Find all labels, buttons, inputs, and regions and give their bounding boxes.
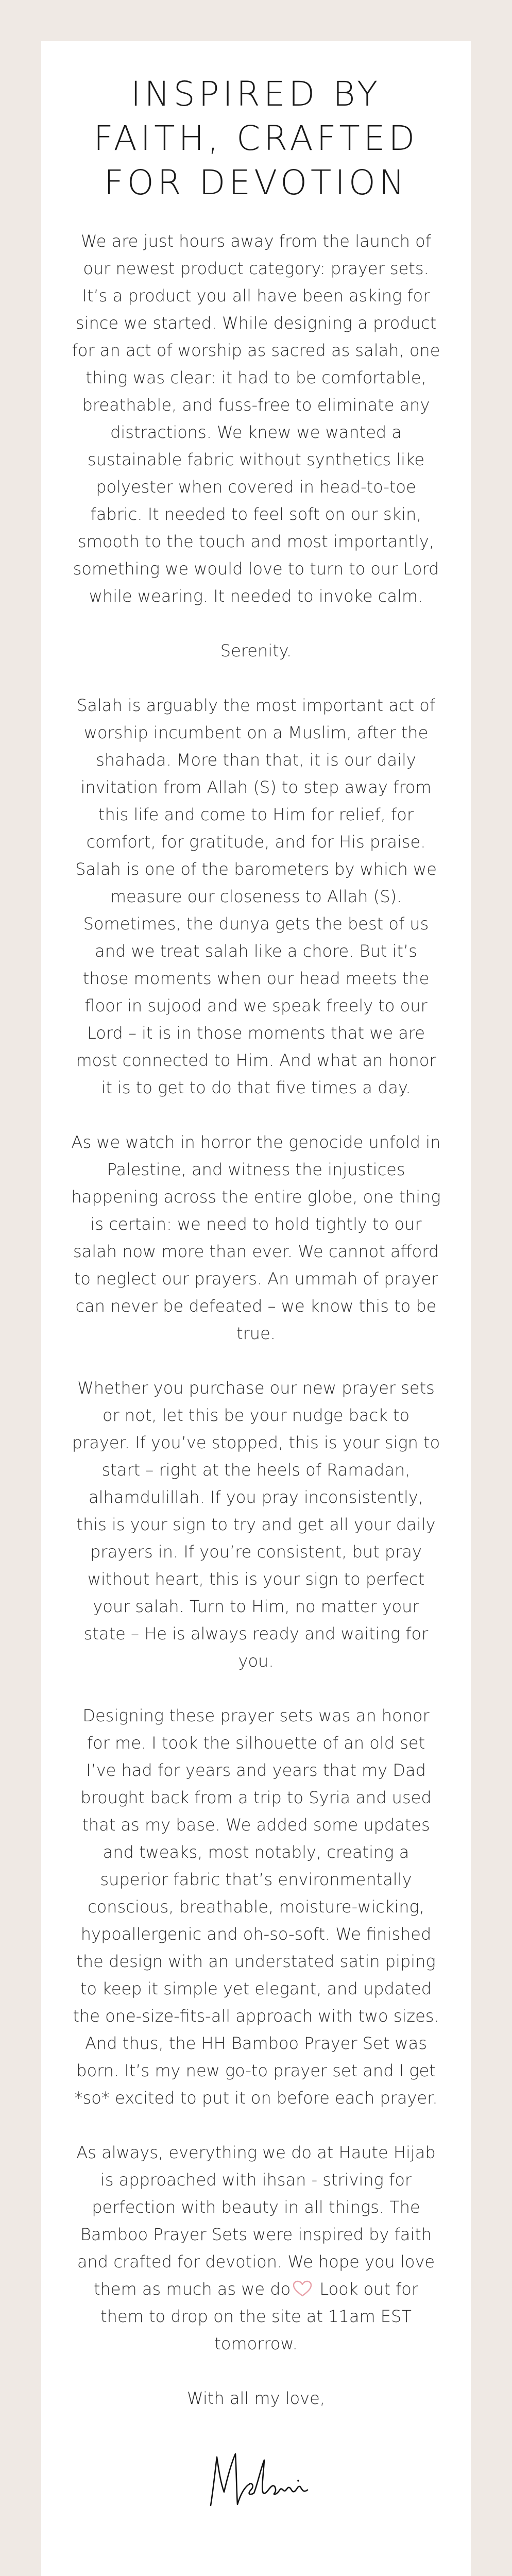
newsletter-card <box>41 41 471 2576</box>
closing-text-after-heart: Look out for them to drop on the site at 11am EST tomorrow. <box>100 2279 419 2353</box>
signature-image <box>199 2439 313 2517</box>
paragraph-closing <box>71 2139 441 2358</box>
closing-text-before-heart: As always, everything we do at Haute Hijab is approached with ihsan - striving for perfection with beauty in all things. The Bamboo Prayer Sets were inspired by faith and crafted for devotion. We hope you love them as much as we do <box>76 2143 436 2299</box>
paragraph-palestine: As we watch in horror the genocide unfold in Palestine, and witness the injustices happening across the entire globe, one thing is certain: we need to hold tightly to our salah now more than ever. We cannot afford to neglect our prayers. An ummah of prayer can never be defeated – we know this to be true. <box>71 1132 441 1343</box>
letter-body <box>71 228 441 2412</box>
paragraph-serenity: Serenity. <box>220 641 292 660</box>
paragraph-design: Designing these prayer sets was an honor for me. I took the silhouette of an old set I’ve had for years and years that my Dad brought back from a trip to Syria and used that as my base. We added some updates and tweaks, most notably, creating a superior fabric that’s environmentally conscious, breathable, moisture-wicking, hypoallergenic and oh-so-soft. We finished the design with an understated satin piping to keep it simple yet elegant, and updated the one-size-fits-all approach with two sizes. And thus, the HH Bamboo Prayer Set was born. It’s my new go-to prayer set and I get *so* excited to put it on before each prayer. <box>73 1706 439 2108</box>
heart-icon <box>293 2280 312 2297</box>
paragraph-salah: Salah is arguably the most important act of worship incumbent on a Muslim, after the shahada. More than that, it is our daily invitation from Allah (S) to step away from this life and come to Him for relief, for comfort, for gratitude, and for His praise. Salah is one of the barometers by which we measure our closeness to Allah (S). Sometimes, the dunya gets the best of us and we treat salah like a chore. But it’s those moments when our head meets the floor in sujood and we speak freely to our Lord – it is in those moments that we are most connected to Him. And what an honor it is to get to do that five times a day. <box>75 696 437 1097</box>
sign-off: With all my love, <box>187 2388 325 2408</box>
paragraph-intro: We are just hours away from the launch of our newest product category: prayer sets. It’s a product you all have been asking for since we started. While designing a product for an act of worship as sacred as salah, one thing was clear: it had to be comfortable, breathable, and fuss-free to eliminate any distractions. We knew we wanted a sustainable fabric without synthetics like polyester when covered in head-to-toe fabric. It needed to feel soft on our skin, smooth to the touch and most importantly, something we would love to turn to our Lord while wearing. It needed to invoke calm. <box>72 231 440 606</box>
paragraph-nudge: Whether you purchase our new prayer sets or not, let this be your nudge back to prayer. If you’ve stopped, this is your sign to start – right at the heels of Ramadan, alhamdulillah. If you pray inconsistently, this is your sign to try and get all your daily prayers in. If you’re consistent, but pray without heart, this is your sign to perfect your salah. Turn to Him, no matter your state – He is always ready and waiting for you. <box>72 1378 440 1671</box>
page-title: INSPIRED BY FAITH, CRAFTED FOR DEVOTION <box>93 74 419 202</box>
